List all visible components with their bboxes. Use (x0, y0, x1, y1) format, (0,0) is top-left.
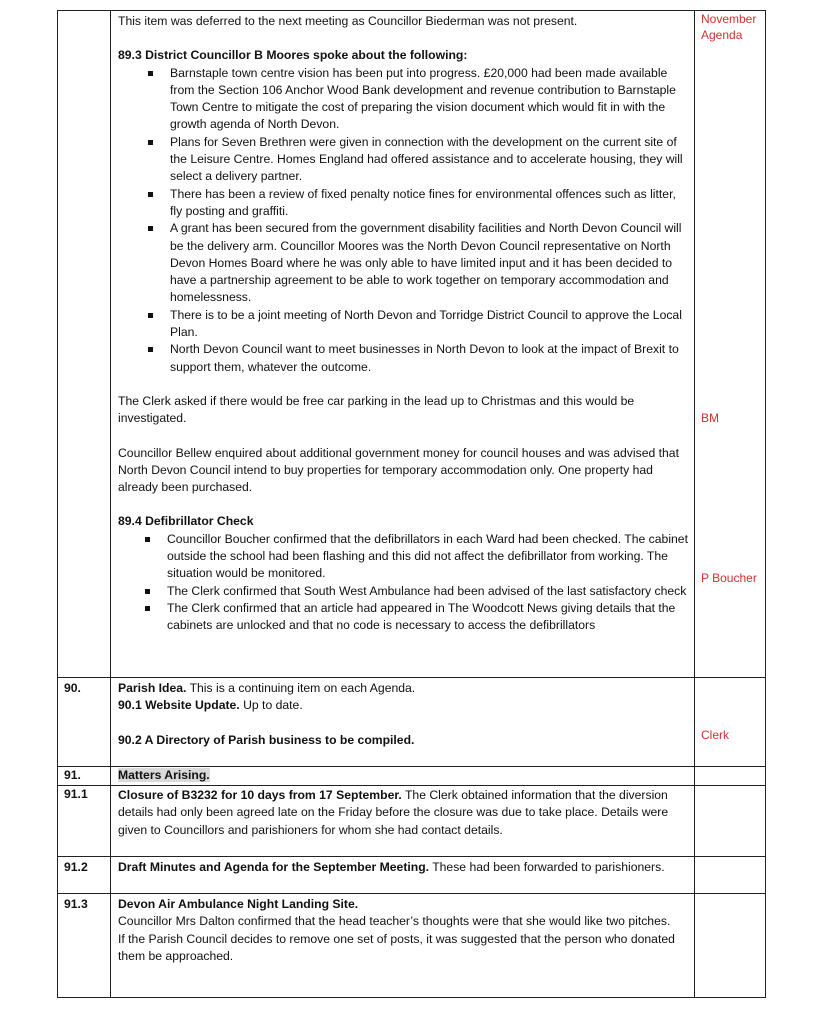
action-bm: BM (701, 411, 719, 425)
item-body-cell (111, 767, 695, 786)
item-body-cell (111, 678, 695, 767)
draft-minutes-title: Draft Minutes and Agenda for the September Meeting. (118, 860, 430, 874)
item-number: 91. (58, 767, 111, 786)
item-number: 91.2 (58, 857, 111, 894)
clerk-parking-paragraph: The Clerk asked if there would be free car parking in the lead up to Christmas and this would be investigated. (118, 393, 635, 426)
list-item: Barnstaple town centre vision has been put into progress. £20,000 had been made available from the Section 106 Anchor Wood Bank development and revenue contribution to Barnstaple Town Centre to mitigate the cost of preparing the vision document which would fit in with the growth agenda of North Devon. (118, 65, 688, 134)
draft-minutes-paragraph (118, 859, 688, 876)
table-row (58, 678, 766, 767)
list-item: Councillor Boucher confirmed that the defibrillators in each Ward had been checked. The cabinet outside the school had been flashing and this did not affect the defibrillator from working. The situation would be monitored. (118, 531, 688, 583)
action-cell (695, 11, 766, 678)
table-row (58, 767, 766, 786)
item-number: 90. (58, 678, 111, 767)
action-agenda: Agenda (701, 28, 743, 42)
item-body-cell (111, 857, 695, 894)
list-item: There has been a review of fixed penalty notice fines for environmental offences such as litter, fly posting and graffiti. (118, 186, 688, 221)
list-item: A grant has been secured from the government disability facilities and North Devon Council will be the delivery arm. Councillor Moores was the North Devon Council representative on North Devon Homes Board where he was only able to have limited input and it has been decided to have a partnership agreement to be able to work together on temporary accommodation and homelessness. (118, 220, 688, 306)
parish-idea-text: This is a continuing item on each Agenda. (186, 681, 416, 695)
parish-idea-line (118, 680, 688, 697)
item-number: 91.1 (58, 786, 111, 857)
deferred-note: This item was deferred to the next meeting as Councillor Biederman was not present. (118, 14, 578, 28)
list-item: The Clerk confirmed that South West Ambulance had been advised of the last satisfactory check (118, 583, 688, 600)
item-body-cell (111, 786, 695, 857)
section-89-3-heading: 89.3 District Councillor B Moores spoke about the following: (118, 48, 468, 63)
matters-arising-title: Matters Arising. (118, 768, 210, 782)
action-boucher: P Boucher (701, 571, 757, 585)
section-89-4-list (118, 531, 688, 635)
table-row (58, 11, 766, 678)
air-ambulance-line-2: If the Parish Council decides to remove one set of posts, it was suggested that the person who donated them be approached. (118, 931, 675, 963)
air-ambulance-line-1: Councillor Mrs Dalton confirmed that the head teacher’s thoughts were that she would like two pitches. (118, 914, 671, 929)
action-cell (695, 678, 766, 767)
bellew-paragraph: Councillor Bellew enquired about additional government money for council houses and was advised that North Devon Council intend to buy properties for temporary accommodation only. One property had already been purchased. (118, 445, 679, 495)
action-cell (695, 894, 766, 998)
item-body-cell (111, 894, 695, 998)
closure-paragraph (118, 787, 688, 839)
item-number-cell (58, 11, 111, 678)
closure-title: Closure of B3232 for 10 days from 17 September. (118, 788, 402, 802)
list-item: There is to be a joint meeting of North Devon and Torridge District Council to approve the Local Plan. (118, 307, 688, 342)
minutes-page (57, 10, 757, 999)
item-number: 91.3 (58, 894, 111, 998)
action-november: November (701, 12, 757, 26)
list-item: North Devon Council want to meet businesses in North Devon to look at the impact of Brexit to support them, whatever the outcome. (118, 341, 688, 376)
table-row (58, 894, 766, 998)
action-cell (695, 786, 766, 857)
minutes-table (57, 10, 766, 998)
action-cell (695, 857, 766, 894)
section-89-3-list (118, 65, 688, 376)
table-row (58, 786, 766, 857)
website-update-text: Up to date. (239, 698, 303, 713)
section-89-4-heading: 89.4 Defibrillator Check (118, 514, 254, 529)
list-item: The Clerk confirmed that an article had appeared in The Woodcott News giving details that the cabinets are unlocked and that no code is necessary to access the defibrillators (118, 600, 688, 635)
draft-minutes-text: These had been forwarded to parishioners. (429, 860, 665, 874)
list-item: Plans for Seven Brethren were given in connection with the development on the current site of the Leisure Centre. Homes England had offered assistance and to accelerate housing, they will select a delivery partner. (118, 134, 688, 186)
action-clerk: Clerk (701, 728, 730, 742)
website-update-label: 90.1 Website Update. (118, 698, 240, 713)
closure-text: The Clerk obtained information that the diversion details had only been agreed late on the Friday before the closure was due to take place. Details were given to Councillors and parishioners for whom she had contact details. (118, 788, 669, 837)
table-row (58, 857, 766, 894)
action-cell (695, 767, 766, 786)
parish-idea-title: Parish Idea. (118, 681, 187, 695)
directory-line: 90.2 A Directory of Parish business to be compiled. (118, 732, 415, 747)
air-ambulance-title: Devon Air Ambulance Night Landing Site. (118, 897, 359, 911)
item-body-cell (111, 11, 695, 678)
website-update-line (118, 697, 688, 714)
